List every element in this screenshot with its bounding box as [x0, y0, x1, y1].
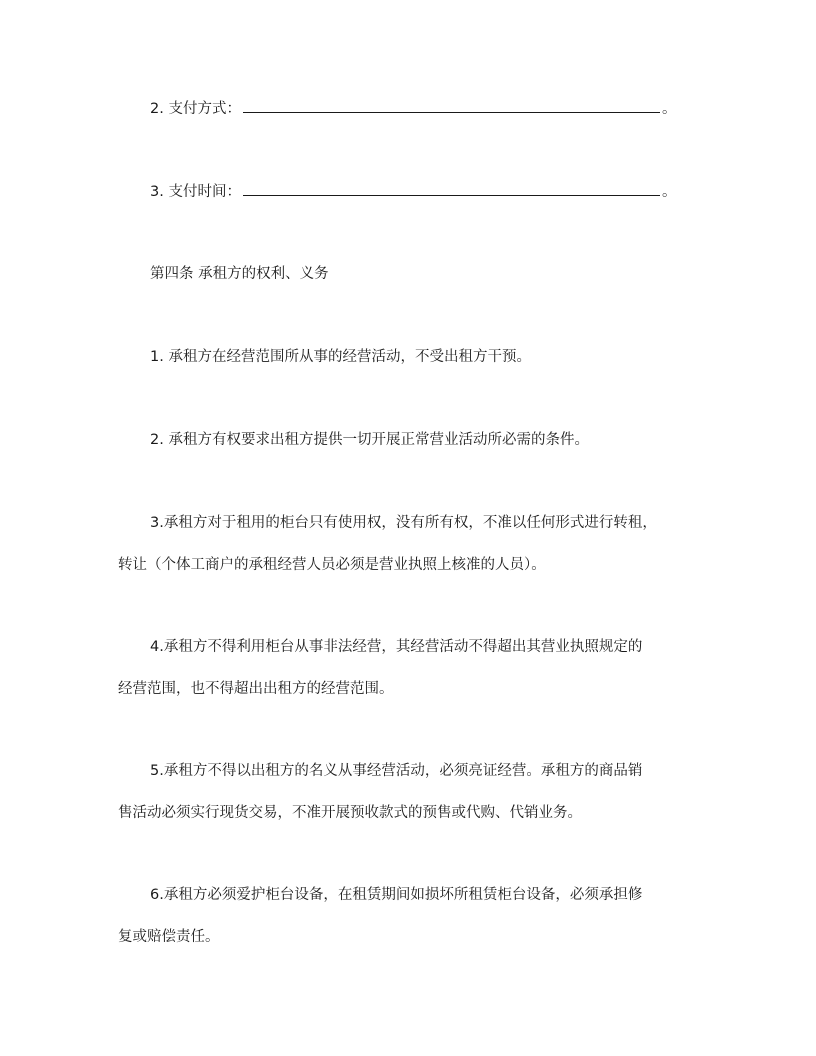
clause-3-line-2: 转让（个体工商户的承租经营人员必须是营业执照上核准的人员）。 — [118, 557, 546, 573]
payment-method-label: 2. 支付方式： — [150, 101, 241, 117]
payment-time-blank[interactable] — [243, 181, 660, 196]
clause-5-line-1: 5.承租方不得以出租方的名义从事经营活动，必须亮证经营。承租方的商品销 — [150, 763, 643, 779]
clause-5-line-2: 售活动必须实行现货交易，不准开展预收款式的预售或代购、代销业务。 — [118, 805, 582, 821]
payment-method-field — [0, 98, 816, 119]
clause-6-line-1: 6.承租方必须爱护柜台设备，在租赁期间如损坏所租赁柜台设备，必须承担修 — [150, 887, 643, 903]
clause-3-line-1: 3.承租方对于租用的柜台只有使用权，没有所有权，不准以任何形式进行转租， — [150, 515, 657, 531]
payment-method-suffix: 。 — [661, 101, 677, 117]
clause-1-line-1: 1. 承租方在经营范围所从事的经营活动，不受出租方干预。 — [150, 349, 531, 365]
payment-time-field — [0, 181, 816, 202]
payment-method-blank[interactable] — [243, 98, 660, 113]
payment-time-suffix: 。 — [661, 184, 677, 200]
clause-4-line-1: 4.承租方不得利用柜台从事非法经营，其经营活动不得超出其营业执照规定的 — [150, 639, 643, 655]
clause-4-line-2: 经营范围，也不得超出出租方的经营范围。 — [118, 681, 394, 697]
payment-time-label: 3. 支付时间： — [150, 184, 241, 200]
section-title: 第四条 承租方的权利、义务 — [150, 266, 329, 282]
clause-6-line-2: 复或赔偿责任。 — [118, 929, 220, 945]
clause-2-line-1: 2. 承租方有权要求出租方提供一切开展正常营业活动所必需的条件。 — [150, 432, 589, 448]
